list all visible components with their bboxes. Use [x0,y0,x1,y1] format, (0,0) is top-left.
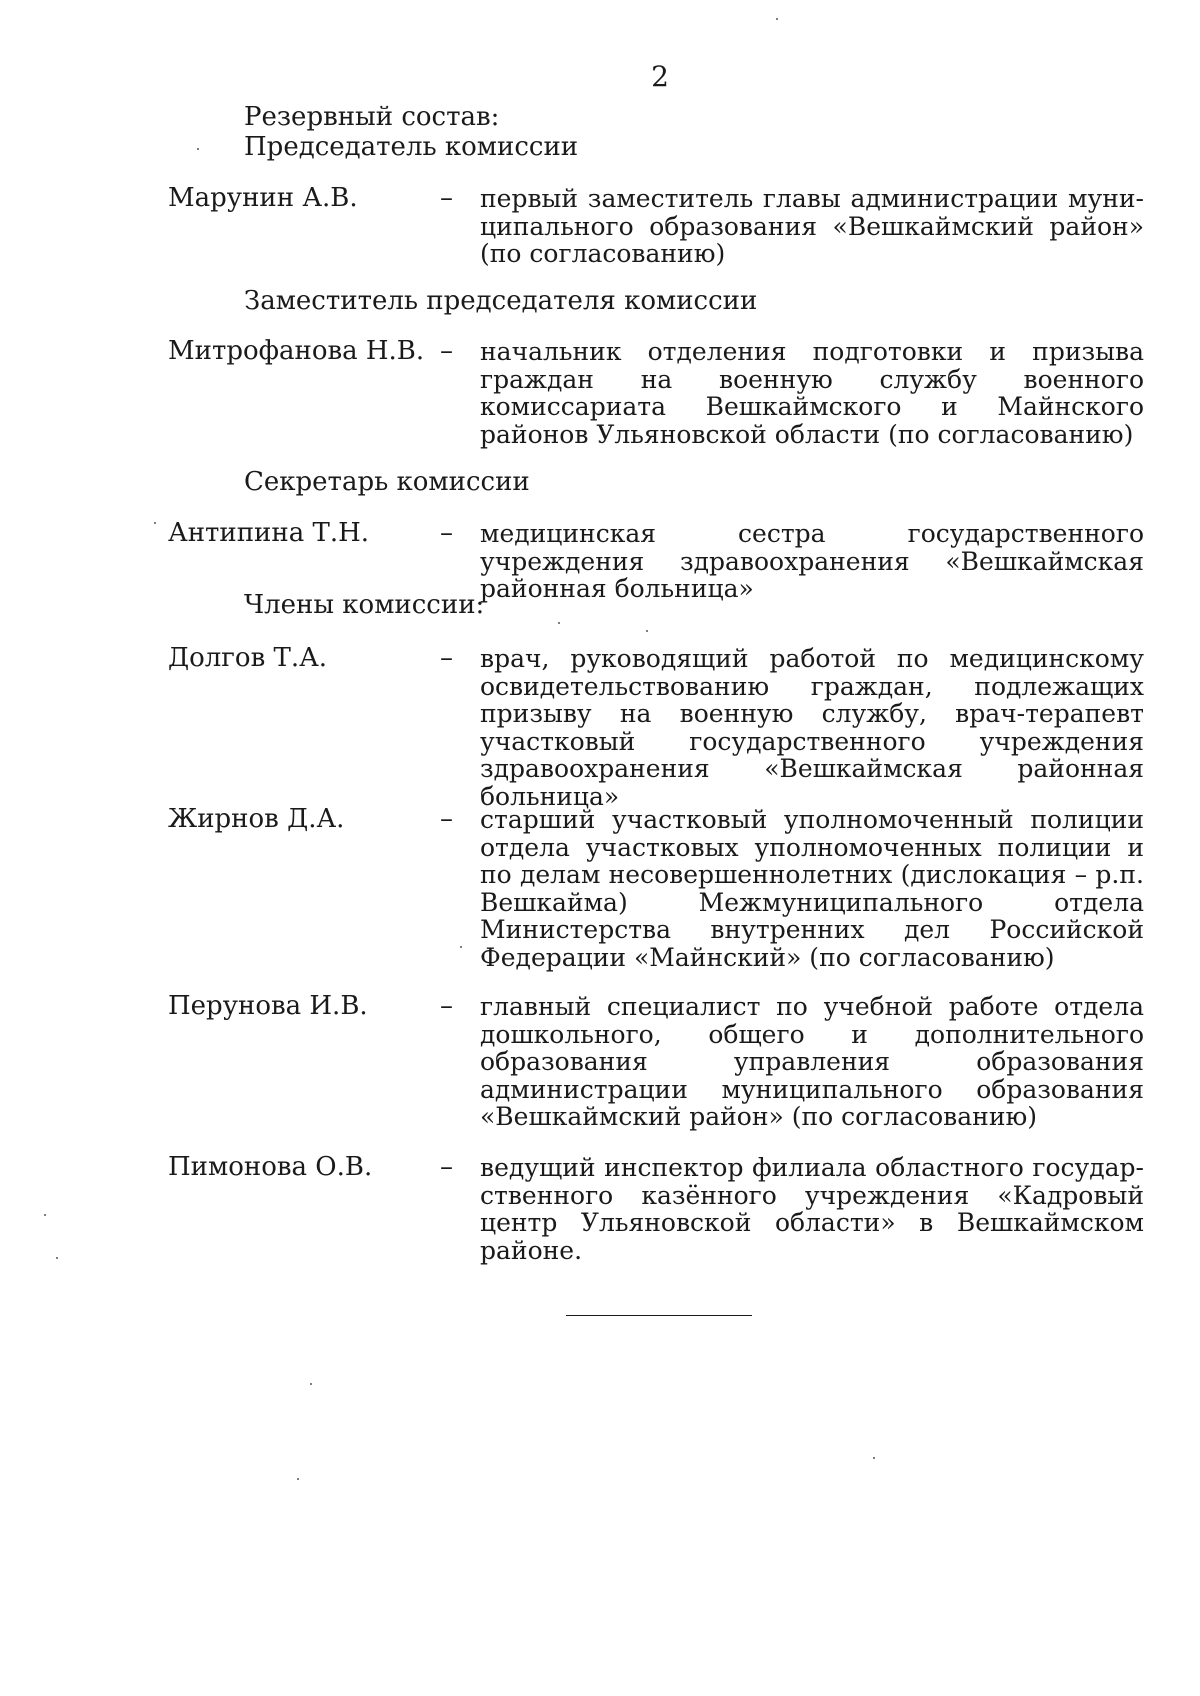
entry-dash: – [440,643,453,673]
scan-speck [558,622,560,624]
member-name: Жирнов Д.А. [168,804,345,834]
member-role: старший участковый уполномоченный полиции отдела участковых уполномоченных полиции и по делам несовершеннолетних (дислокация – р.п. Вешкайма) Межмуниципального отдела Министерства внутренних дел Российской Федерации «Майнский» (по согласованию) [480,805,1144,972]
scan-speck [56,1257,58,1259]
member-name: Перунова И.В. [168,991,368,1021]
member-role: главный специалист по учебной работе отдела дошкольного, общего и дополнительного образования управления образования администрации муниципального образования «Вешкаймский район» (по согласованию) [480,992,1144,1131]
scan-speck [460,946,462,948]
chairman-heading: Председатель комиссии [244,132,579,162]
closing-rule [566,1315,752,1316]
scan-speck [197,148,199,150]
member-name: Долгов Т.А. [168,643,328,673]
entry-dash: – [440,1152,453,1182]
entry-dash: – [440,804,453,834]
entry-dash: – [440,991,453,1021]
deputy-heading: Заместитель председателя комиссии [244,286,758,316]
member-name: Митрофанова Н.В. [168,336,425,366]
page-number: 2 [651,60,669,93]
members-heading: Члены комиссии: [244,590,485,620]
scan-speck [776,18,778,20]
member-role: ведущий инспектор филиала областного государственного казённого учреждения «Кадровый центр Ульяновской области» в Вешкаймском районе. [480,1153,1144,1265]
entry-dash: – [440,336,453,366]
member-name: Марунин А.В. [168,183,358,213]
member-name: Пимонова О.В. [168,1152,373,1182]
scan-speck [297,1478,299,1480]
scan-speck [646,630,648,632]
scan-speck [154,522,156,524]
secretary-heading: Секретарь комиссии [244,467,530,497]
scan-speck [310,1383,312,1385]
entry-dash: – [440,183,453,213]
member-role: начальник отделения подготовки и призыва граждан на военную службу военного комиссариата Вешкаймского и Майнского районов Ульяновской области (по согласованию) [480,337,1144,449]
member-role: врач, руководящий работой по медицинскому освидетельствованию граждан, подлежащих призыву на военную службу, врач-терапевт участковый государственного учреждения здравоохранения «Вешкаймская районная больница» [480,644,1144,811]
scan-speck [44,1214,46,1216]
entry-dash: – [440,518,453,548]
scan-speck [873,1457,875,1459]
member-role: первый заместитель главы администрации муниципального образования «Вешкаймский район» (по согласованию) [480,184,1144,268]
member-role: медицинская сестра государственного учреждения здравоохранения «Вешкаймская районная больница» [480,519,1144,603]
reserve-heading: Резервный состав: [244,102,500,132]
member-name: Антипина Т.Н. [168,518,370,548]
